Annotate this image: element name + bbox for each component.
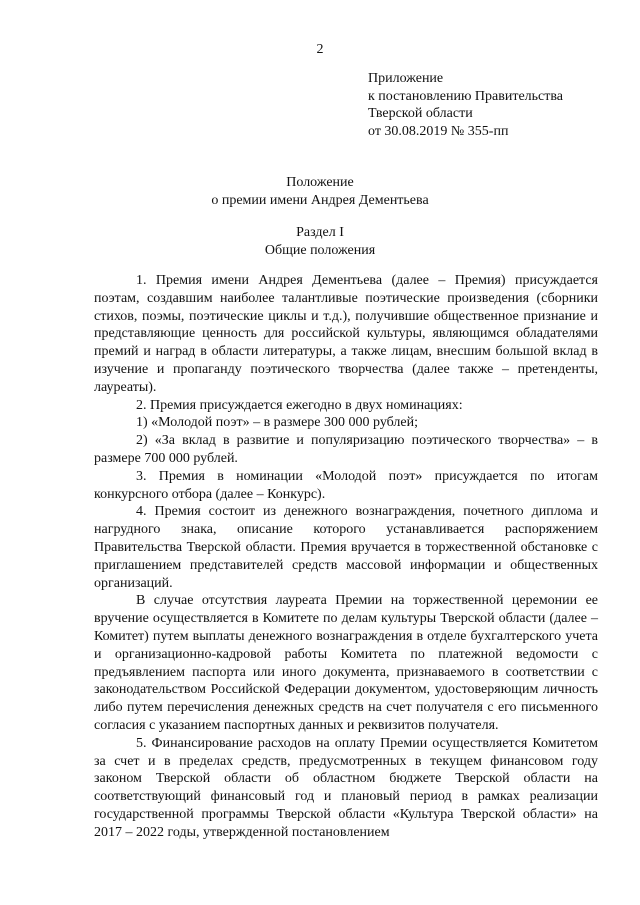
- appendix-line: Тверской области: [368, 106, 473, 121]
- title-line: Положение: [286, 175, 354, 190]
- appendix-line: Приложение: [368, 71, 444, 86]
- section-title: Общие положения: [264, 243, 376, 258]
- paragraph-3: 3. Премия в номинации «Молодой поэт» присуждается по итогам конкурсного отбора (далее – Конкурс).: [94, 468, 598, 502]
- title-line: о премии имени Андрея Дементьева: [211, 193, 429, 208]
- appendix-line: к постановлению Правительства: [368, 88, 564, 104]
- document-body: [94, 272, 598, 842]
- appendix-header: [368, 70, 563, 140]
- paragraph-1: 1. Премия имени Андрея Дементьева (далее – Премия) присуждается поэтам, создавшим наиболее талантливые поэтические произведения (сборники стихов, поэмы, поэтические циклы и т.д.), получившие общественное признание и представляющие ценность для российской культуры, являющимся обладателями премий и наград в области литературы, а также лицам, внесшим большой вклад в изучение и пропаганду поэтического творчества (далее также – претенденты, лауреаты).: [94, 273, 598, 395]
- paragraph-4: 4. Премия состоит из денежного вознаграждения, почетного диплома и нагрудного знака, описание которого устанавливается распоряжением Правительства Тверской области. Премия вручается в торжественной обстановке с приглашением представителей средств массовой информации и общественных организаций.: [94, 504, 598, 591]
- section-heading: [0, 224, 640, 260]
- nomination-1: 1) «Молодой поэт» – в размере 300 000 рублей;: [136, 415, 418, 431]
- page-number: 2: [316, 42, 324, 57]
- appendix-date-line: от 30.08.2019 № 355-пп: [368, 123, 509, 139]
- nomination-2: 2) «За вклад в развитие и популяризацию поэтического творчества» – в размере 700 000 рублей.: [94, 433, 598, 466]
- paragraph-4-continued: В случае отсутствия лауреата Премии на торжественной церемонии ее вручение осуществляется в Комитете по делам культуры Тверской области (далее – Комитет) путем выплаты денежного вознаграждения в отделе бухгалтерского учета и организационно-кадровой работы Комитета по платежной ведомости с предъявлением паспорта или иного документа, признаваемого в соответствии с законодательством Российской Федерации документом, удостоверяющим личность либо путем перечисления денежных средств на счет получателя с его письменного согласия с указанием паспортных данных и реквизитов получателя.: [94, 593, 598, 733]
- section-number: Раздел I: [296, 225, 344, 240]
- document-title: [0, 174, 640, 210]
- paragraph-5: 5. Финансирование расходов на оплату Премии осуществляется Комитетом за счет и в пределах средств, предусмотренных в текущем финансовом году законом Тверской области об областном бюджете Тверской области на соответствующий финансовый год и плановый период в рамках реализации государственной программы Тверской области «Культура Тверской области» на 2017 – 2022 годы, утвержденной постановлением: [94, 735, 598, 840]
- paragraph-2: 2. Премия присуждается ежегодно в двух номинациях:: [136, 397, 463, 413]
